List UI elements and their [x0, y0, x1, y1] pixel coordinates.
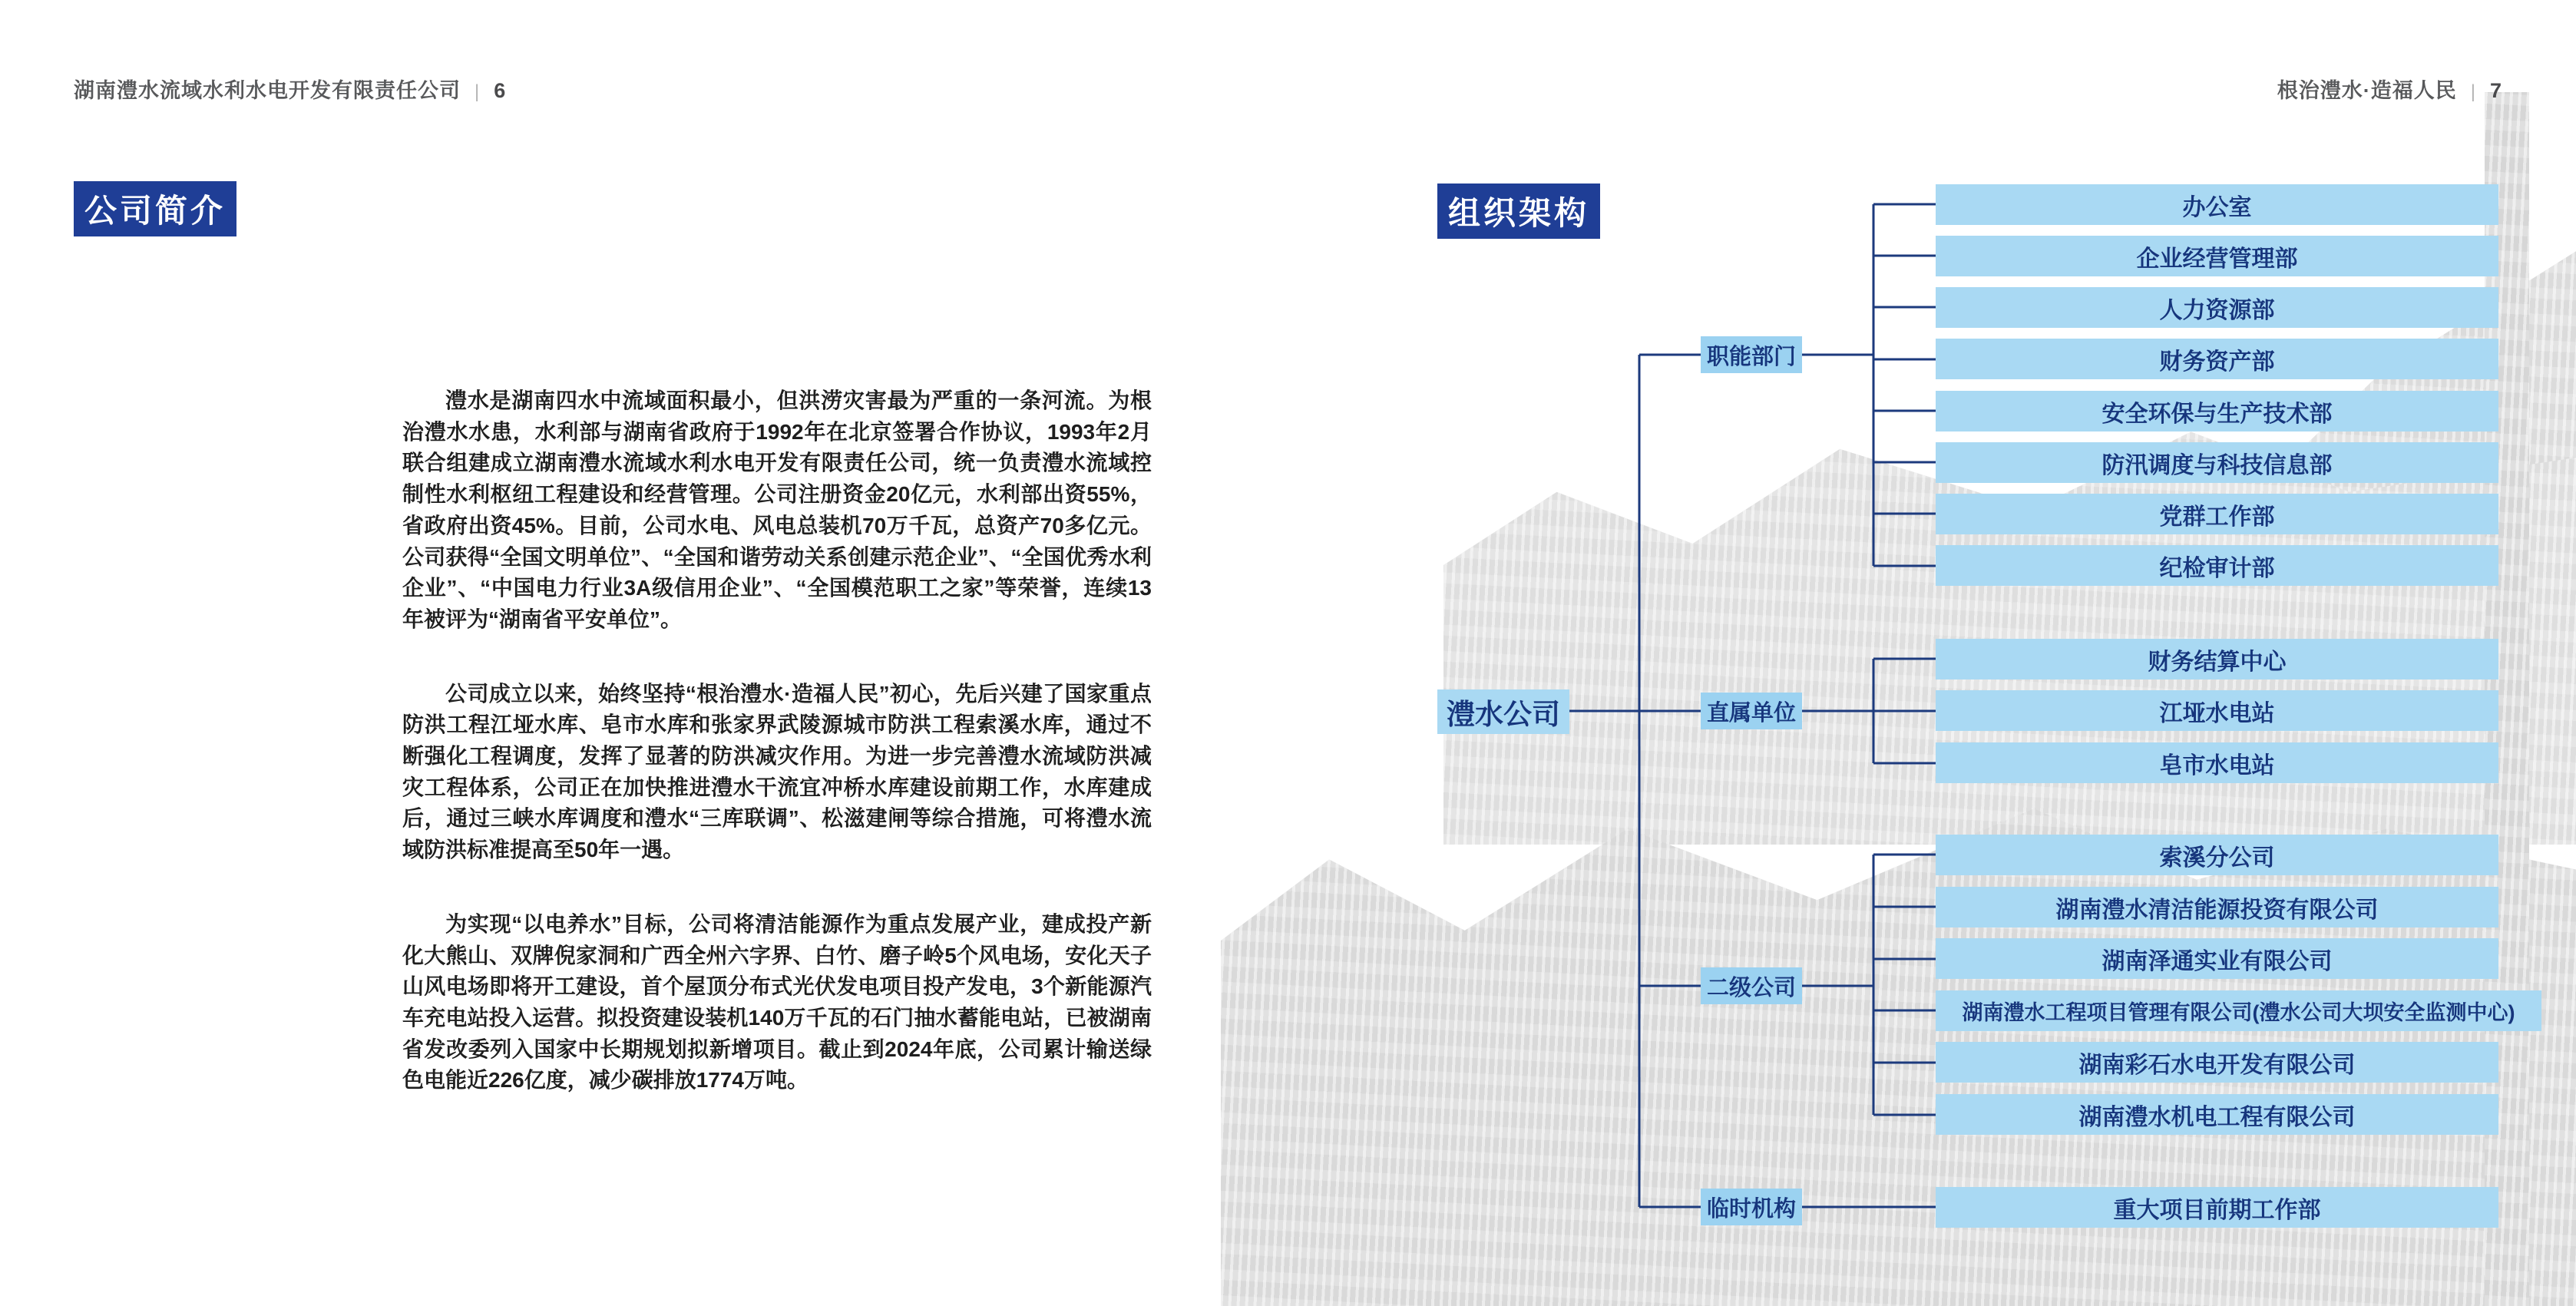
org-box-clean-energy-investment: 湖南澧水清洁能源投资有限公司 — [1936, 887, 2498, 927]
org-box-major-project-preliminary-work: 重大项目前期工作部 — [1936, 1187, 2498, 1228]
header-divider: | — [475, 81, 481, 102]
org-root-lishui-company: 澧水公司 — [1437, 689, 1569, 734]
org-box-mechanical-electrical-engineering: 湖南澧水机电工程有限公司 — [1936, 1094, 2498, 1135]
intro-paragraph: 澧水是湖南四水中流域面积最小，但洪涝灾害最为严重的一条河流。为根治澧水水患，水利部与湖南省政府于1992年在北京签署合作协议，1993年2月联合组建成立湖南澧水流域水利水电开发有限责任公司，统一负责澧水流域控制性水利枢纽工程建设和经营管理。公司注册资金20亿元，水利部出资55%，省政府出资45%。目前，公司水电、风电总装机70万千瓦，总资产70多亿元。公司获得“全国文明单位”、“全国和谐劳动关系创建示范企业”、“全国优秀水利企业”、“中国电力行业3A级信用企业”、“全国模范职工之家”等荣誉，连续13年被评为“湖南省平安单位”。 — [402, 388, 1152, 631]
section-title-company-intro: 公司简介 — [74, 181, 236, 236]
org-box-flood-dispatch-it: 防汛调度与科技信息部 — [1936, 442, 2498, 483]
company-intro-text — [402, 385, 1152, 1096]
org-box-party-mass-work: 党群工作部 — [1936, 494, 2498, 534]
header-left — [74, 74, 506, 104]
company-name: 湖南澧水流域水利水电开发有限责任公司 — [74, 79, 461, 102]
org-box-finance-assets: 财务资产部 — [1936, 339, 2498, 379]
org-box-project-management-dam-safety: 湖南澧水工程项目管理有限公司(澧水公司大坝安全监测中心) — [1936, 990, 2541, 1031]
header-right — [2277, 74, 2502, 104]
org-box-financial-settlement-center: 财务结算中心 — [1936, 639, 2498, 679]
page-number-right: 7 — [2489, 79, 2502, 102]
org-box-zetong-industrial: 湖南泽通实业有限公司 — [1936, 938, 2498, 979]
header-divider: | — [2470, 81, 2476, 102]
intro-paragraph: 公司成立以来，始终坚持“根治澧水·造福人民”初心，先后兴建了国家重点防洪工程江垭水库、皂市水库和张家界武陵源城市防洪工程索溪水库，通过不断强化工程调度，发挥了显著的防洪减灾作用。为进一步完善澧水流域防洪减灾工程体系，公司正在加快推进澧水干流宜冲桥水库建设前期工作，水库建成后，通过三峡水库调度和澧水“三库联调”、松滋建闸等综合措施，可将澧水流域防洪标准提高至50年一遇。 — [402, 681, 1152, 862]
page-number-left: 6 — [494, 79, 507, 102]
slogan: 根治澧水·造福人民 — [2277, 79, 2457, 102]
org-box-discipline-audit: 纪检审计部 — [1936, 545, 2498, 586]
section-title-org-structure: 组织架构 — [1437, 184, 1600, 239]
org-box-jiangya-hydropower-station: 江垭水电站 — [1936, 690, 2498, 731]
intro-paragraph: 为实现“以电养水”目标，公司将清洁能源作为重点发展产业，建成投产新化大熊山、双牌倪家洞和广西全州六字界、白竹、磨子岭5个风电场，安化天子山风电场即将开工建设，首个屋顶分布式光伏发电项目投产发电，3个新能源汽车充电站投入运营。拟投资建设装机140万千瓦的石门抽水蓄能电站，已被湖南省发改委列入国家中长期规划拟新增项目。截止到2024年底，公司累计输送绿色电能近226亿度，减少碳排放1774万吨。 — [402, 911, 1152, 1093]
org-box-zaoshi-hydropower-station: 皂市水电站 — [1936, 742, 2498, 783]
org-group-directly-affiliated-units: 直属单位 — [1701, 693, 1802, 729]
org-group-secondary-companies: 二级公司 — [1701, 967, 1802, 1004]
org-box-human-resources: 人力资源部 — [1936, 287, 2498, 328]
org-box-caishi-hydropower: 湖南彩石水电开发有限公司 — [1936, 1042, 2498, 1083]
org-box-safety-production: 安全环保与生产技术部 — [1936, 391, 2498, 431]
org-group-functional-departments: 职能部门 — [1701, 336, 1802, 373]
org-group-temporary-bodies: 临时机构 — [1701, 1189, 1802, 1225]
org-box-suoxi-branch: 索溪分公司 — [1936, 835, 2498, 875]
org-box-business-management: 企业经营管理部 — [1936, 236, 2498, 276]
org-box-general-office: 办公室 — [1936, 184, 2498, 225]
